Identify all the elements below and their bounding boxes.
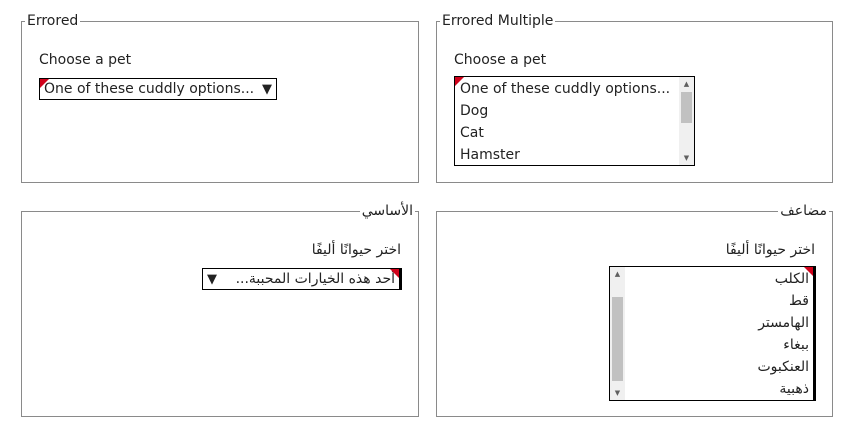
chevron-down-icon: ▼ (207, 271, 217, 287)
choose-pet-label: Choose a pet (454, 52, 547, 68)
option-cat[interactable]: قط (789, 293, 809, 309)
basic-rtl-group (21, 203, 419, 417)
errored-group (21, 13, 419, 183)
scrollbar[interactable] (679, 77, 694, 165)
multiple-rtl-group (436, 203, 833, 417)
error-indicator (390, 269, 399, 278)
scroll-thumb[interactable] (681, 92, 692, 123)
option-hamster[interactable]: الهامستر (758, 315, 809, 331)
scroll-down-arrow-icon[interactable]: ▼ (614, 389, 621, 397)
errored-multiple-legend: Errored Multiple (442, 13, 554, 29)
pet-select-rtl[interactable] (202, 268, 402, 290)
option-list (628, 268, 809, 400)
error-indicator (40, 79, 49, 88)
option-dog[interactable]: Dog (460, 103, 489, 119)
scrollbar[interactable] (610, 267, 625, 400)
basic-rtl-legend: الأساسي (361, 203, 413, 219)
errored-legend: Errored (27, 13, 79, 29)
option-cat[interactable]: Cat (460, 125, 484, 141)
option-placeholder[interactable]: One of these cuddly options... (460, 81, 671, 97)
choose-pet-label-rtl: اختر حيوانًا أليفًا (725, 242, 815, 258)
pet-multi-select-rtl[interactable] (609, 266, 816, 401)
option-parrot[interactable]: ببغاء (783, 337, 809, 353)
choose-pet-label-rtl: اختر حيوانًا أليفًا (311, 242, 401, 258)
scroll-down-arrow-icon[interactable]: ▼ (683, 154, 690, 162)
option-spider[interactable]: العنكبوت (757, 359, 809, 375)
pet-select-rtl-value: أحد هذه الخيارات المحببة... (235, 271, 395, 287)
pet-select-value: One of these cuddly options... (44, 81, 255, 97)
scroll-up-arrow-icon[interactable]: ▲ (683, 80, 690, 88)
scroll-up-arrow-icon[interactable]: ▲ (614, 270, 621, 278)
option-hamster[interactable]: Hamster (460, 147, 520, 163)
option-goldfish[interactable]: ذهبية (779, 381, 809, 397)
pet-select[interactable] (39, 78, 277, 100)
errored-multiple-group (436, 13, 833, 183)
multiple-rtl-legend: مضاعف (780, 203, 827, 219)
option-list (460, 78, 676, 166)
choose-pet-label: Choose a pet (39, 52, 132, 68)
pet-multi-select[interactable] (454, 76, 695, 166)
chevron-down-icon: ▼ (262, 81, 272, 97)
scroll-thumb[interactable] (612, 297, 623, 381)
option-dog[interactable]: الكلب (774, 271, 809, 287)
